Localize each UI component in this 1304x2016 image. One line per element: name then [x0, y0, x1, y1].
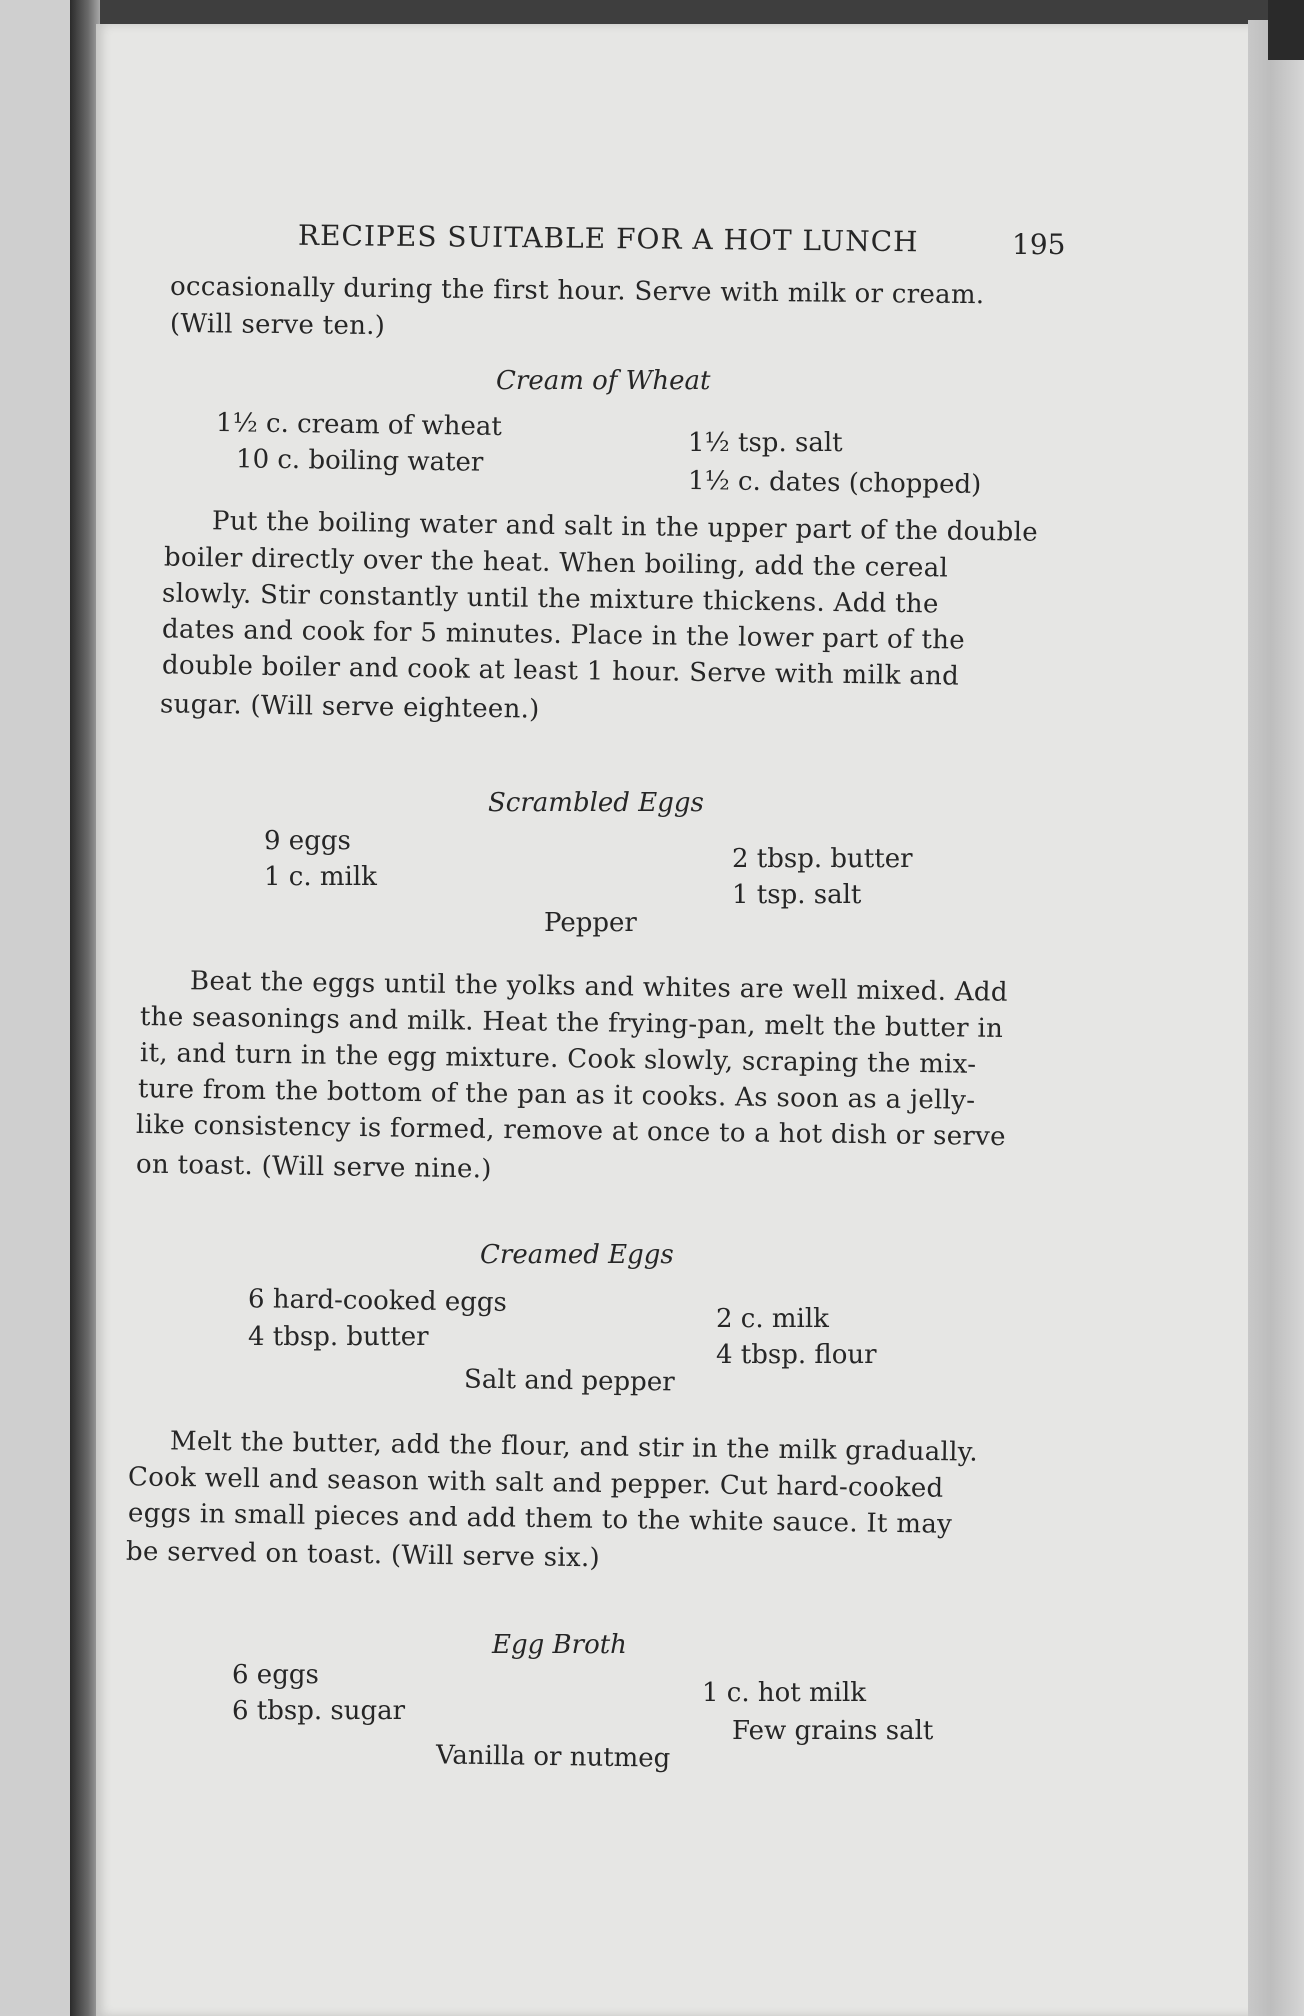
page-number: 195	[1012, 228, 1066, 261]
ingredient: 10 c. boiling water	[235, 444, 484, 478]
ingredient: 1 c. milk	[264, 862, 377, 892]
body-line: occasionally during the first hour. Serve with milk or cream.	[169, 271, 985, 311]
body-line: dates and cook for 5 minutes. Place in the lower part of the	[161, 614, 966, 656]
ingredient: Pepper	[544, 908, 637, 938]
ingredient: 4 tbsp. flour	[716, 1340, 877, 1370]
body-line: Cook well and season with salt and pepper. Cut hard-cooked	[127, 1462, 944, 1504]
ingredient: 6 eggs	[232, 1660, 319, 1690]
ingredient: 1½ tsp. salt	[688, 428, 843, 458]
body-line: boiler directly over the heat. When boiling, add the cereal	[163, 542, 949, 584]
facing-page-edge	[0, 0, 78, 2016]
recipe-title: Egg Broth	[492, 1630, 627, 1660]
ingredient: Few grains salt	[732, 1716, 934, 1746]
ingredient: 9 eggs	[264, 826, 351, 856]
ingredient: 1½ c. cream of wheat	[215, 408, 502, 442]
scanner-corner	[1268, 0, 1304, 60]
recipe-title: Scrambled Eggs	[488, 788, 704, 818]
ingredient: 6 tbsp. sugar	[232, 1696, 406, 1726]
ingredient: 1½ c. dates (chopped)	[687, 465, 982, 501]
ingredient: Vanilla or nutmeg	[435, 1740, 671, 1774]
body-line: it, and turn in the egg mixture. Cook slowly, scraping the mix-	[139, 1038, 977, 1080]
body-line: slowly. Stir constantly until the mixture thickens. Add the	[161, 578, 939, 620]
body-line: be served on toast. (Will serve six.)	[125, 1536, 601, 1574]
ingredient: Salt and pepper	[463, 1364, 675, 1398]
ingredient: 1 tsp. salt	[732, 880, 862, 910]
body-line: sugar. (Will serve eighteen.)	[159, 689, 540, 725]
body-line: on toast. (Will serve nine.)	[135, 1149, 492, 1185]
ingredient: 6 hard-cooked eggs	[247, 1284, 508, 1318]
body-line: Melt the butter, add the flour, and stir in the milk gradually.	[169, 1426, 979, 1468]
body-line: the seasonings and milk. Heat the frying-pan, melt the butter in	[139, 1001, 1004, 1045]
ingredient: 2 tbsp. butter	[732, 844, 913, 874]
body-line: double boiler and cook at least 1 hour. Serve with milk and	[161, 650, 960, 692]
ingredient: 4 tbsp. butter	[248, 1322, 429, 1352]
body-line: Beat the eggs until the yolks and whites are well mixed. Add	[189, 966, 1008, 1008]
body-line: like consistency is formed, remove at once to a hot dish or serve	[135, 1109, 1007, 1153]
body-line: eggs in small pieces and add them to the white sauce. It may	[127, 1498, 953, 1540]
ingredient: 1 c. hot milk	[702, 1678, 867, 1708]
body-line: Put the boiling water and salt in the upper part of the double	[211, 506, 1039, 548]
body-line: (Will serve ten.)	[169, 308, 386, 342]
ingredient: 2 c. milk	[716, 1304, 829, 1334]
recipe-title: Cream of Wheat	[496, 366, 711, 396]
recipe-title: Creamed Eggs	[480, 1240, 674, 1270]
page-stack-edge	[1248, 20, 1304, 2016]
body-line: ture from the bottom of the pan as it cooks. As soon as a jelly-	[137, 1074, 976, 1116]
running-head: RECIPES SUITABLE FOR A HOT LUNCH	[297, 218, 919, 259]
